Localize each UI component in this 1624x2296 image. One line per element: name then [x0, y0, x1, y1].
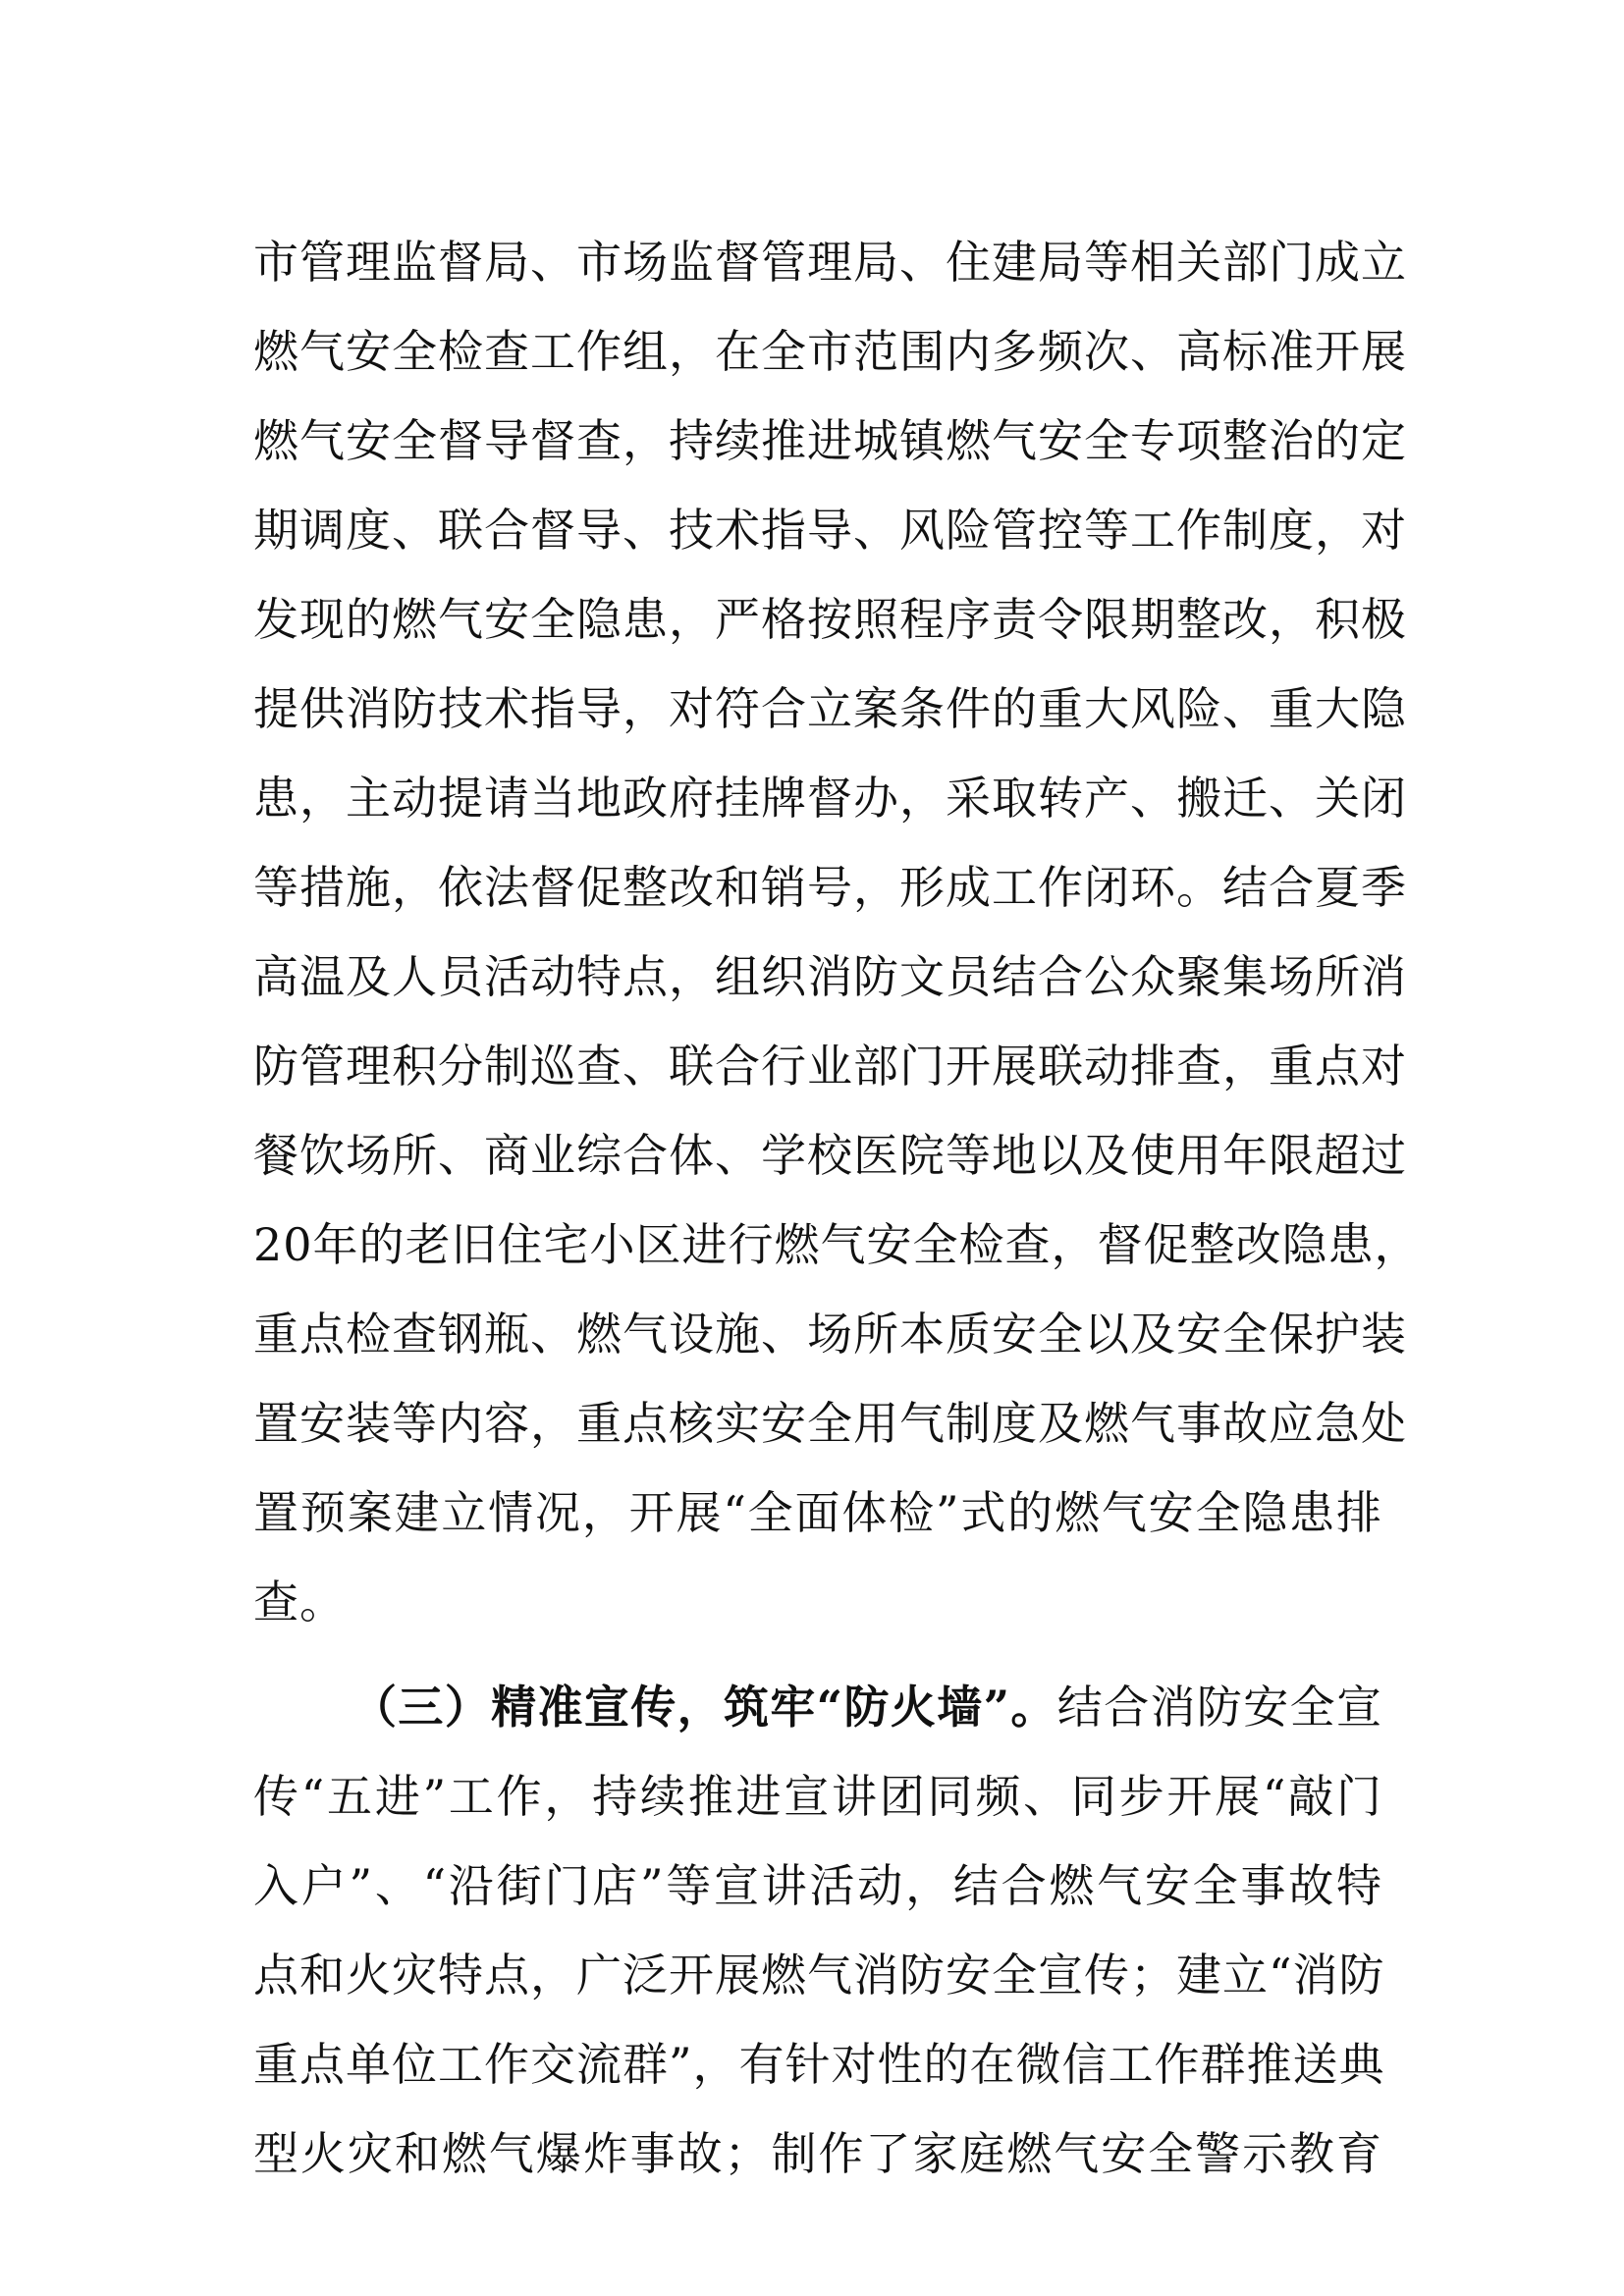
text-line: 等措施，依法督促整改和销号，形成工作闭环。结合夏季 [253, 861, 1407, 914]
text-line: 提供消防技术指导，对符合立案条件的重大风险、重大隐 [253, 682, 1407, 735]
text-line: 燃气安全检查工作组，在全市范围内多频次、高标准开展 [253, 325, 1407, 378]
section-heading: （三）精准宣传，筑牢“防火墙”。 [352, 1681, 1057, 1734]
text-line: 餐饮场所、商业综合体、学校医院等地以及使用年限超过 [253, 1129, 1407, 1182]
text-line: 点和火灾特点，广泛开展燃气消防安全宣传；建立“消防 [253, 1949, 1385, 2002]
heading-followup-text: 结合消防安全宣 [1056, 1681, 1382, 1734]
text-line: 查。 [253, 1575, 346, 1629]
text-line: 防管理积分制巡查、联合行业部门开展联动排查，重点对 [253, 1040, 1407, 1093]
text-line: 市管理监督局、市场监督管理局、住建局等相关部门成立 [253, 236, 1407, 289]
text-line: 传“五进”工作，持续推进宣讲团同频、同步开展“敲门 [253, 1770, 1382, 1823]
text-line: 发现的燃气安全隐患，严格按照程序责令限期整改，积极 [253, 593, 1407, 646]
text-line: 期调度、联合督导、技术指导、风险管控等工作制度，对 [253, 504, 1407, 557]
document-body [253, 218, 1421, 2199]
text-line: 患，主动提请当地政府挂牌督办，采取转产、搬迁、关闭 [253, 772, 1407, 825]
paragraph-gap [253, 1647, 1382, 1663]
text-line: 20年的老旧住宅小区进行燃气安全检查，督促整改隐患， [253, 1218, 1421, 1271]
text-line: 置预案建立情况，开展“全面体检”式的燃气安全隐患排 [253, 1486, 1382, 1539]
text-line: 入户”、“沿街门店”等宣讲活动，结合燃气安全事故特 [253, 1859, 1382, 1912]
text-line: 置安装等内容，重点核实安全用气制度及燃气事故应急处 [253, 1397, 1407, 1450]
text-line: 燃气安全督导督查，持续推进城镇燃气安全专项整治的定 [253, 414, 1407, 467]
text-line: 重点检查钢瓶、燃气设施、场所本质安全以及安全保护装 [253, 1308, 1407, 1361]
text-line [253, 1663, 1382, 1752]
paragraph-gas-inspection [253, 218, 1421, 1647]
paragraph-precise-publicity [253, 1663, 1385, 2199]
text-line: 高温及人员活动特点，组织消防文员结合公众聚集场所消 [253, 950, 1407, 1003]
text-line: 重点单位工作交流群”，有针对性的在微信工作群推送典 [253, 2038, 1385, 2091]
text-line: 型火灾和燃气爆炸事故；制作了家庭燃气安全警示教育 [253, 2127, 1382, 2180]
